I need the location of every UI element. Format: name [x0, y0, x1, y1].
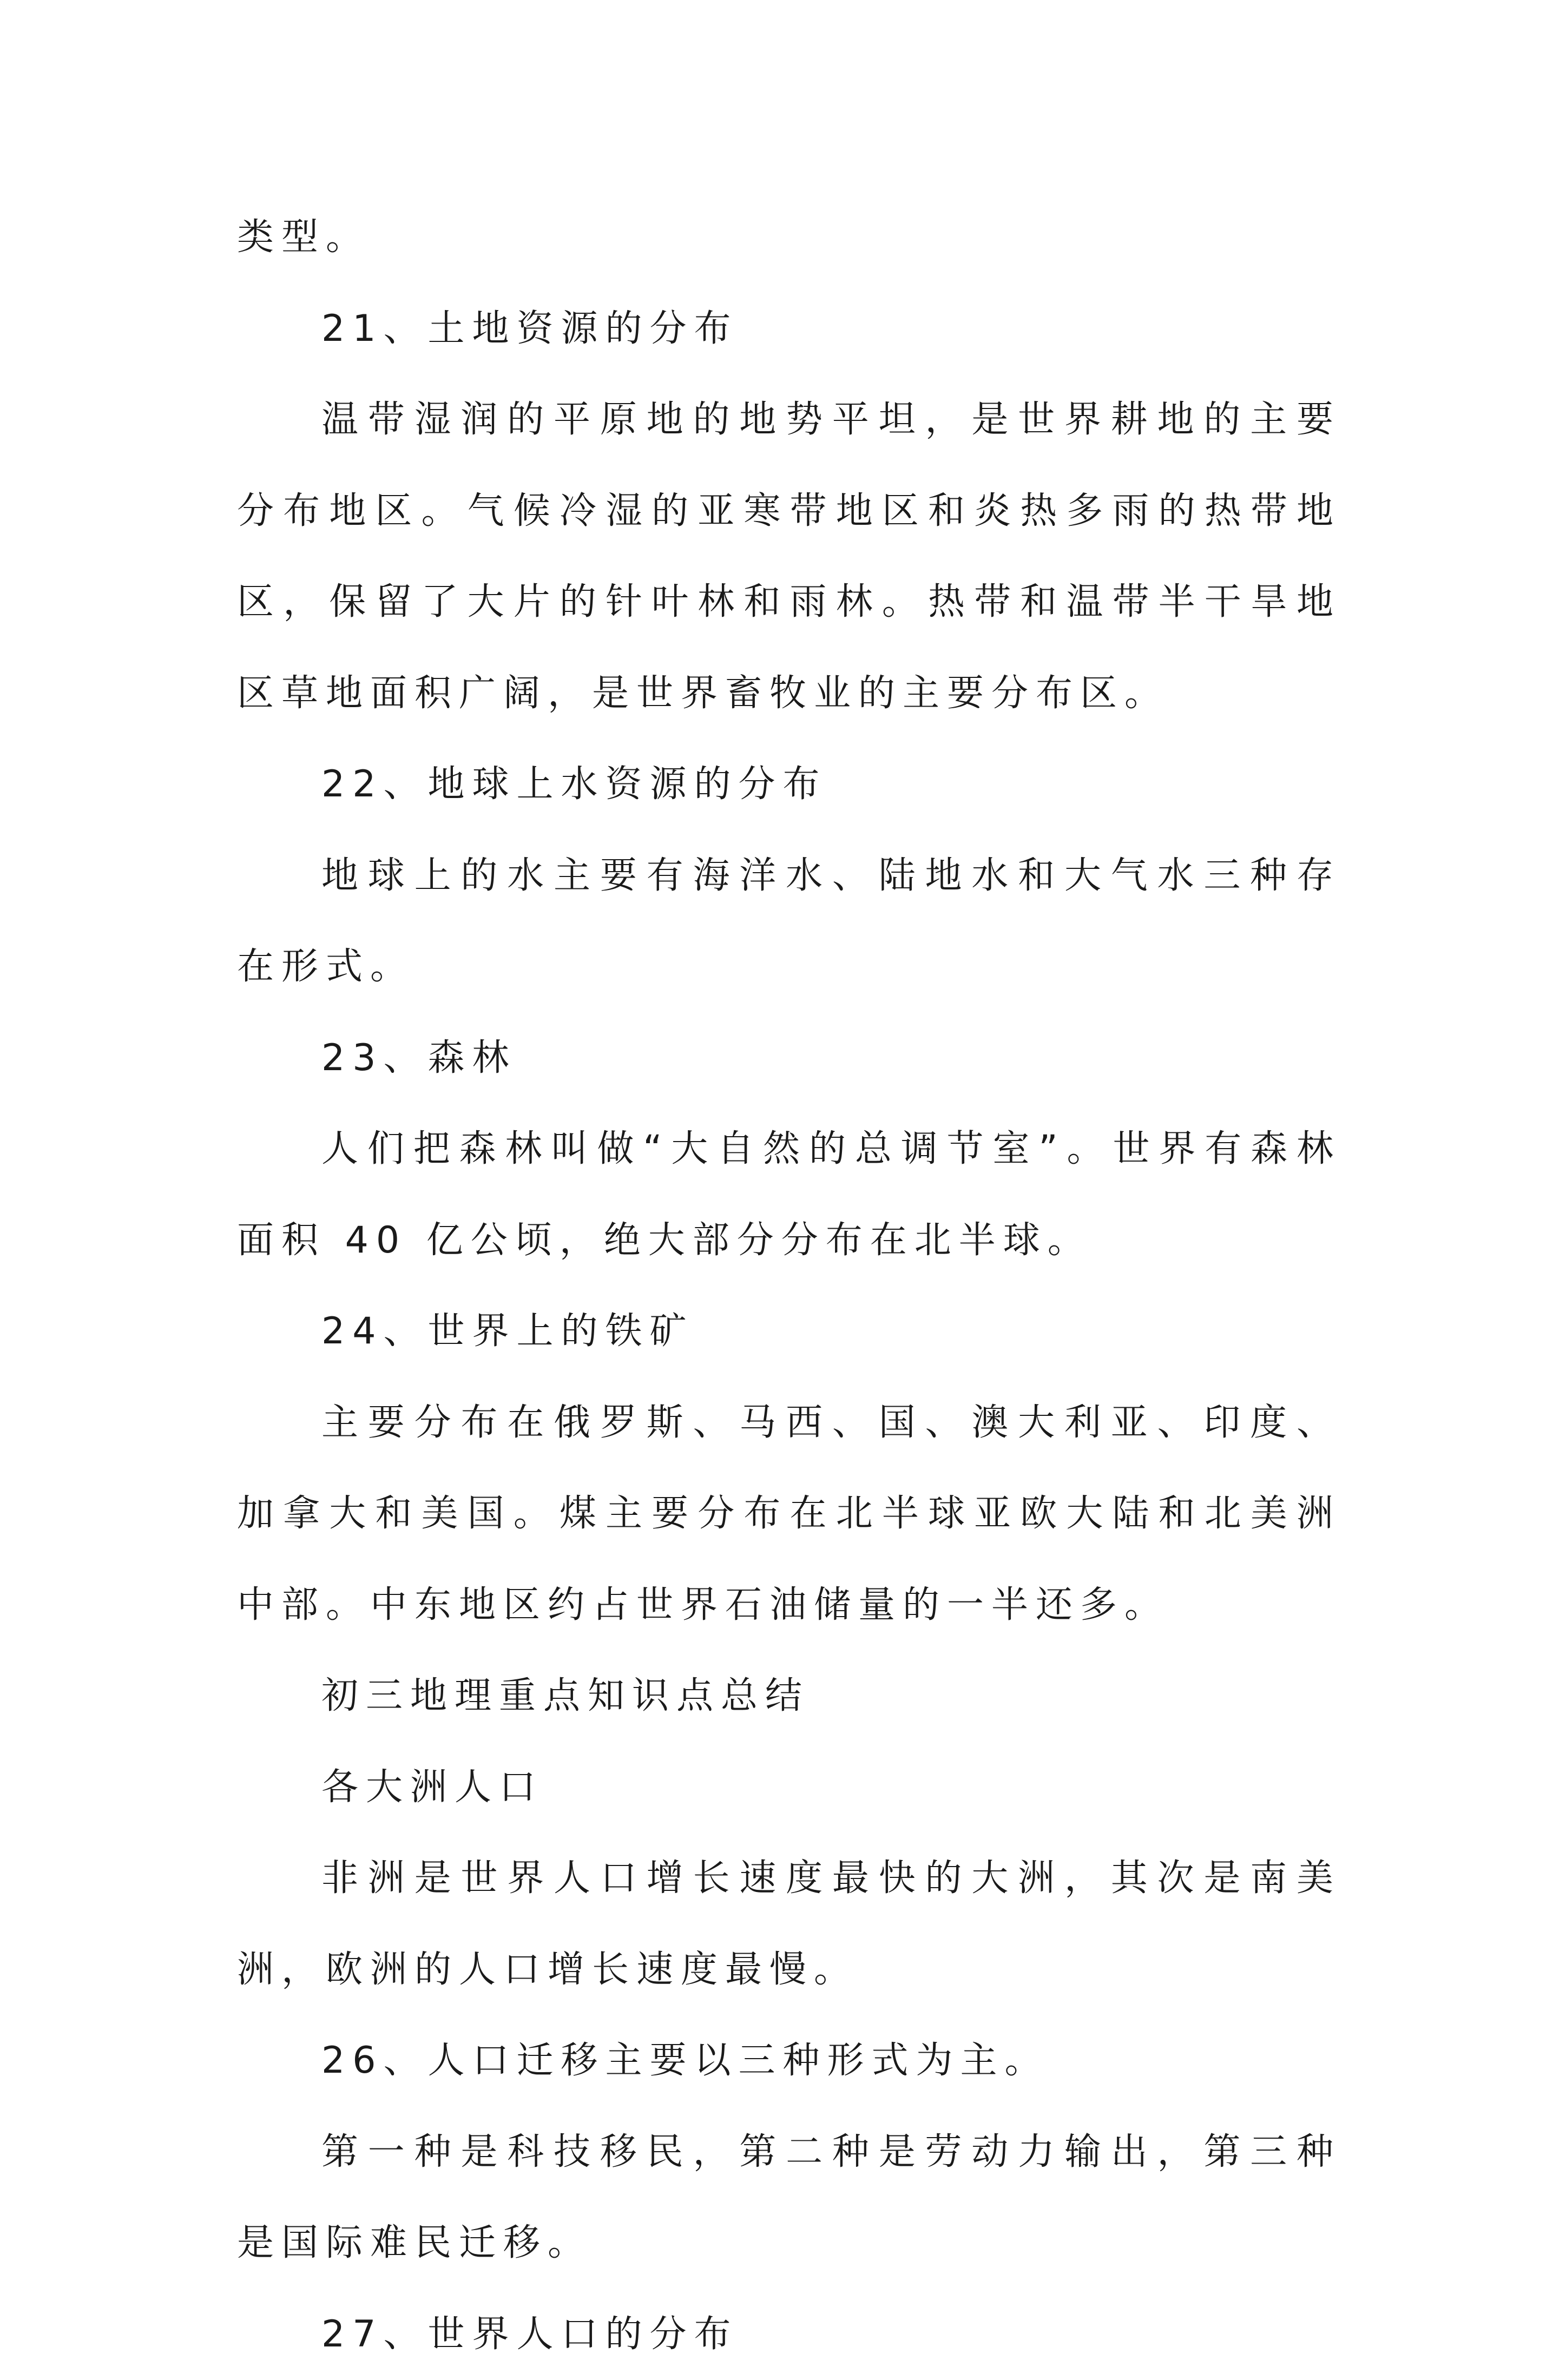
section-heading-26: 26、人口迁移主要以三种形式为主。 — [237, 2015, 1341, 2107]
paragraph-population-growth: 非洲是世界人口增长速度最快的大洲，其次是南美洲，欧洲的人口增长速度最慢。 — [237, 1833, 1341, 2015]
section-heading-21: 21、土地资源的分布 — [237, 284, 1341, 375]
paragraph-forest: 人们把森林叫做“大自然的总调节室”。世界有森林面积 40 亿公顷，绝大部分分布在北半球。 — [237, 1104, 1341, 1286]
section-heading-continent-population: 各大洲人口 — [237, 1742, 1341, 1834]
paragraph-iron-ore: 主要分布在俄罗斯、马西、国、澳大利亚、印度、加拿大和美国。煤主要分布在北半球亚欧大陆和北美洲中部。中东地区约占世界石油储量的一半还多。 — [237, 1377, 1341, 1651]
paragraph-water-resources: 地球上的水主要有海洋水、陆地水和大气水三种存在形式。 — [237, 830, 1341, 1013]
paragraph-migration: 第一种是科技移民，第二种是劳动力输出，第三种是国际难民迁移。 — [237, 2107, 1341, 2289]
section-heading-24: 24、世界上的铁矿 — [237, 1286, 1341, 1377]
section-heading-27: 27、世界人口的分布 — [237, 2289, 1341, 2380]
section-heading-22: 22、地球上水资源的分布 — [237, 739, 1341, 830]
paragraph-continuation: 类型。 — [237, 192, 1341, 284]
document-body — [237, 192, 1341, 2380]
section-heading-23: 23、森林 — [237, 1013, 1341, 1104]
section-heading-summary: 初三地理重点知识点总结 — [237, 1651, 1341, 1742]
paragraph-land-resources: 温带湿润的平原地的地势平坦，是世界耕地的主要分布地区。气候冷湿的亚寒带地区和炎热多雨的热带地区，保留了大片的针叶林和雨林。热带和温带半干旱地区草地面积广阔，是世界畜牧业的主要分布区。 — [237, 374, 1341, 739]
